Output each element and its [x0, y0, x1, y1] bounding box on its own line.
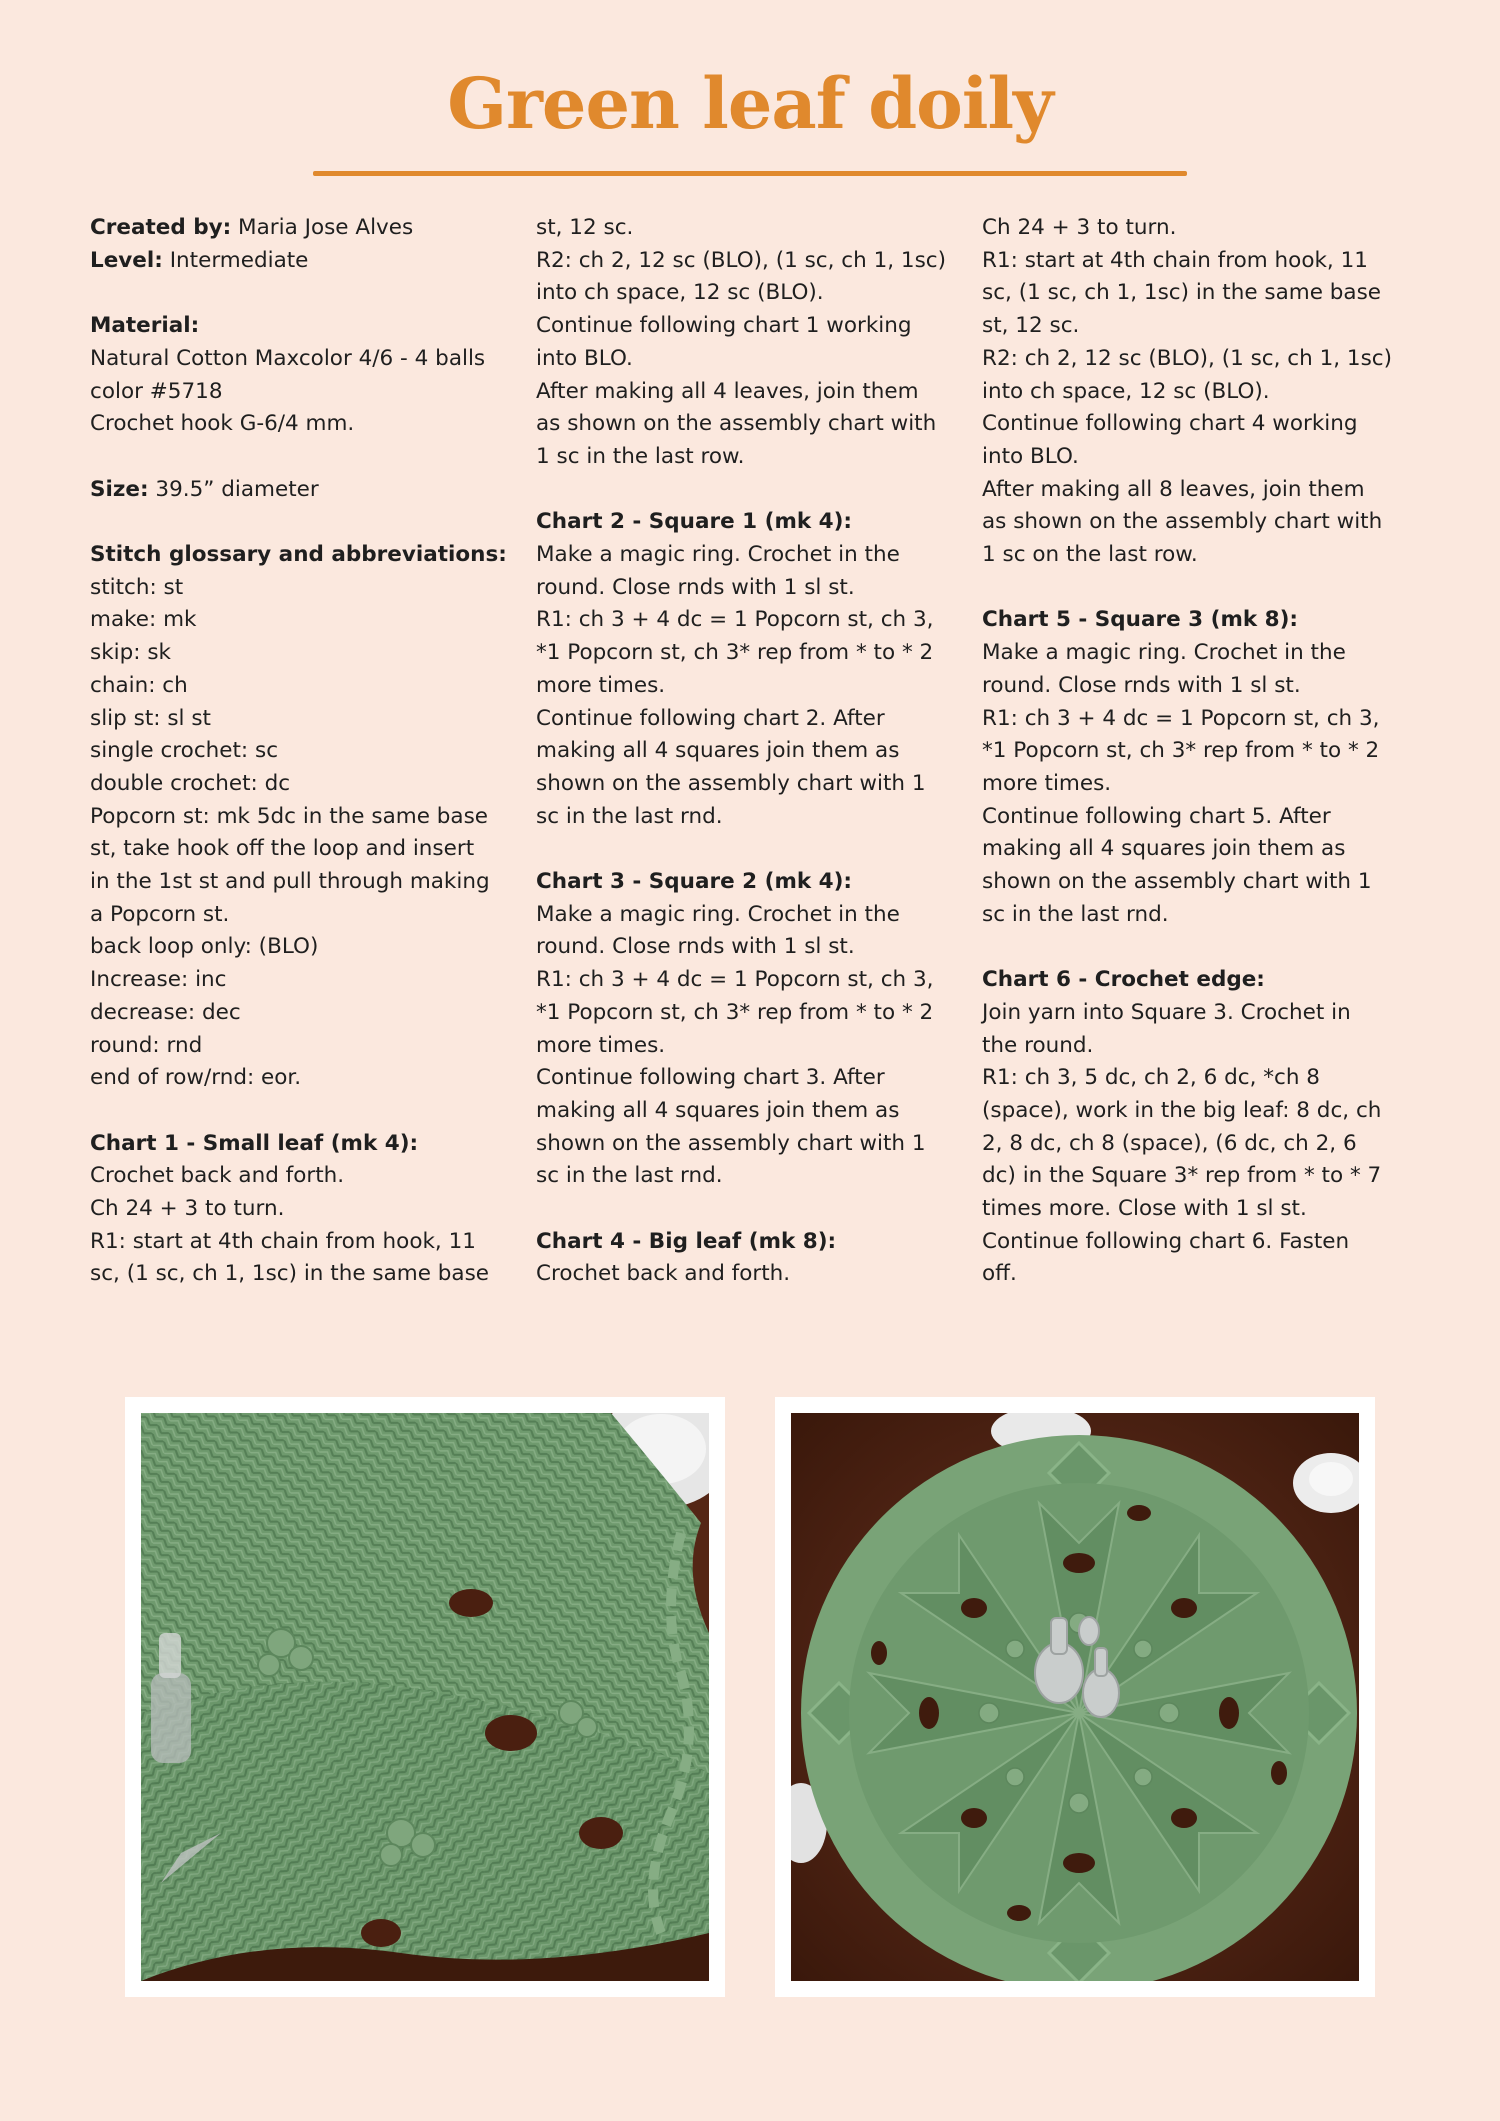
- chart1-line: Continue following chart 1 working: [536, 313, 912, 339]
- size-line: [90, 474, 530, 507]
- chart3-line: sc in the last rnd.: [536, 1163, 723, 1189]
- chart4-line: 1 sc on the last row.: [982, 542, 1198, 568]
- creator-label: Created by:: [90, 215, 232, 240]
- glossary-line: decrease: dec: [90, 999, 241, 1025]
- column-2: [536, 212, 976, 1291]
- chart5-line: more times.: [982, 770, 1112, 796]
- glossary-line: end of row/rnd: eor.: [90, 1065, 302, 1091]
- chart1-line: sc, (1 sc, ch 1, 1sc) in the same base: [90, 1261, 490, 1287]
- chart1-line: into BLO.: [536, 345, 633, 371]
- spacer: [90, 506, 530, 539]
- chart4-line: Continue following chart 4 working: [982, 411, 1358, 437]
- chart4-line: Crochet back and forth.: [536, 1261, 791, 1287]
- spacer: [536, 1193, 976, 1226]
- doily-closeup-image: [141, 1413, 709, 1981]
- chart1-line: st, 12 sc.: [536, 215, 634, 240]
- chart3-line: *1 Popcorn st, ch 3* rep from * to * 2: [536, 999, 934, 1025]
- glossary-line: skip: sk: [90, 640, 172, 666]
- spacer: [90, 1095, 530, 1128]
- chart1-line: into ch space, 12 sc (BLO).: [536, 280, 824, 306]
- title-divider: [313, 171, 1187, 176]
- size-value: 39.5” diameter: [148, 476, 319, 502]
- chart1-line: R2: ch 2, 12 sc (BLO), (1 sc, ch 1, 1sc): [536, 247, 947, 273]
- chart5-line: Make a magic ring. Crochet in the: [982, 640, 1346, 666]
- creator-value: Maria Jose Alves: [231, 215, 414, 240]
- glossary-line: back loop only: (BLO): [90, 934, 319, 960]
- column-1: [90, 212, 530, 1291]
- chart5-heading: Chart 5 - Square 3 (mk 8):: [982, 607, 1299, 633]
- chart6-line: Join yarn into Square 3. Crochet in: [982, 999, 1351, 1025]
- chart2-line: Make a magic ring. Crochet in the: [536, 542, 900, 568]
- level-line: [90, 245, 530, 278]
- glossary-line: st, take hook off the loop and insert: [90, 836, 475, 862]
- chart4-line: R1: start at 4th chain from hook, 11: [982, 247, 1368, 273]
- doily-full-photo: [775, 1397, 1375, 1997]
- chart6-line: R1: ch 3, 5 dc, ch 2, 6 dc, *ch 8: [982, 1065, 1320, 1091]
- chart2-line: more times.: [536, 672, 666, 698]
- chart1-line: R1: start at 4th chain from hook, 11: [90, 1228, 476, 1254]
- chart2-line: making all 4 squares join them as: [536, 738, 900, 764]
- chart4-line: After making all 8 leaves, join them: [982, 476, 1365, 502]
- chart2-line: shown on the assembly chart with 1: [536, 770, 926, 796]
- chart5-line: shown on the assembly chart with 1: [982, 869, 1372, 895]
- chart4-heading: Chart 4 - Big leaf (mk 8):: [536, 1228, 837, 1254]
- spacer: [982, 572, 1422, 605]
- chart6-heading: Chart 6 - Crochet edge:: [982, 967, 1265, 993]
- size-label: Size:: [90, 476, 149, 502]
- chart6-line: (space), work in the big leaf: 8 dc, ch: [982, 1097, 1382, 1123]
- chart3-heading: Chart 3 - Square 2 (mk 4):: [536, 869, 853, 895]
- chart4-line: st, 12 sc.: [982, 313, 1080, 339]
- glossary-line: chain: ch: [90, 672, 188, 698]
- chart3-line: R1: ch 3 + 4 dc = 1 Popcorn st, ch 3,: [536, 967, 934, 993]
- level-label: Level:: [90, 247, 163, 273]
- chart2-line: sc in the last rnd.: [536, 803, 723, 829]
- chart4-line: into BLO.: [982, 443, 1079, 469]
- chart6-line: dc) in the Square 3* rep from * to * 7: [982, 1163, 1382, 1189]
- spacer: [90, 441, 530, 474]
- chart5-line: sc in the last rnd.: [982, 901, 1169, 927]
- page-title: Green leaf doily: [447, 62, 1053, 145]
- chart5-line: making all 4 squares join them as: [982, 836, 1346, 862]
- spacer: [90, 277, 530, 310]
- glossary-line: stitch: st: [90, 574, 184, 600]
- chart2-line: round. Close rnds with 1 sl st.: [536, 574, 855, 600]
- doily-full-image: [791, 1413, 1359, 1981]
- chart1-line: 1 sc in the last row.: [536, 443, 745, 469]
- doily-closeup-photo: [125, 1397, 725, 1997]
- chart5-line: R1: ch 3 + 4 dc = 1 Popcorn st, ch 3,: [982, 705, 1380, 731]
- column-3: [982, 212, 1422, 1291]
- chart1-line: After making all 4 leaves, join them: [536, 378, 919, 404]
- chart3-line: Continue following chart 3. After: [536, 1065, 885, 1091]
- glossary-line: a Popcorn st.: [90, 901, 230, 927]
- chart4-line: as shown on the assembly chart with: [982, 509, 1383, 535]
- spacer: [536, 833, 976, 866]
- glossary-line: in the 1st st and pull through making: [90, 869, 490, 895]
- chart2-line: Continue following chart 2. After: [536, 705, 885, 731]
- glossary-line: Popcorn st: mk 5dc in the same base: [90, 803, 489, 829]
- chart3-line: shown on the assembly chart with 1: [536, 1130, 926, 1156]
- chart2-line: *1 Popcorn st, ch 3* rep from * to * 2: [536, 640, 934, 666]
- glossary-line: round: rnd: [90, 1032, 203, 1058]
- chart5-line: Continue following chart 5. After: [982, 803, 1331, 829]
- glossary-line: slip st: sl st: [90, 705, 211, 731]
- chart1-line: as shown on the assembly chart with: [536, 411, 937, 437]
- chart4-line: sc, (1 sc, ch 1, 1sc) in the same base: [982, 280, 1382, 306]
- chart3-line: round. Close rnds with 1 sl st.: [536, 934, 855, 960]
- chart1-line: Ch 24 + 3 to turn.: [90, 1196, 285, 1222]
- chart2-heading: Chart 2 - Square 1 (mk 4):: [536, 509, 853, 535]
- chart4-line: R2: ch 2, 12 sc (BLO), (1 sc, ch 1, 1sc): [982, 345, 1393, 371]
- chart2-line: R1: ch 3 + 4 dc = 1 Popcorn st, ch 3,: [536, 607, 934, 633]
- chart4-line: into ch space, 12 sc (BLO).: [982, 378, 1270, 404]
- chart6-line: the round.: [982, 1032, 1094, 1058]
- spacer: [982, 931, 1422, 964]
- glossary-line: Increase: inc: [90, 967, 227, 993]
- glossary-heading: Stitch glossary and abbreviations:: [90, 541, 507, 567]
- glossary-line: double crochet: dc: [90, 770, 291, 796]
- chart6-line: Continue following chart 6. Fasten: [982, 1228, 1350, 1254]
- creator-line: [90, 212, 530, 245]
- chart6-line: off.: [982, 1261, 1017, 1287]
- chart3-line: making all 4 squares join them as: [536, 1097, 900, 1123]
- chart5-line: *1 Popcorn st, ch 3* rep from * to * 2: [982, 738, 1380, 764]
- material-line: Natural Cotton Maxcolor 4/6 - 4 balls: [90, 345, 486, 371]
- chart6-line: 2, 8 dc, ch 8 (space), (6 dc, ch 2, 6: [982, 1130, 1357, 1156]
- level-value: Intermediate: [162, 247, 309, 273]
- glossary-line: single crochet: sc: [90, 738, 279, 764]
- chart1-heading: Chart 1 - Small leaf (mk 4):: [90, 1130, 419, 1156]
- chart5-line: round. Close rnds with 1 sl st.: [982, 672, 1301, 698]
- glossary-line: make: mk: [90, 607, 197, 633]
- chart4-line: Ch 24 + 3 to turn.: [982, 215, 1177, 240]
- spacer: [536, 474, 976, 507]
- chart6-line: times more. Close with 1 sl st.: [982, 1196, 1307, 1222]
- chart1-line: Crochet back and forth.: [90, 1163, 345, 1189]
- material-line: color #5718: [90, 378, 223, 404]
- material-line: Crochet hook G-6/4 mm.: [90, 411, 355, 437]
- chart3-line: Make a magic ring. Crochet in the: [536, 901, 900, 927]
- chart3-line: more times.: [536, 1032, 666, 1058]
- material-heading: Material:: [90, 313, 200, 339]
